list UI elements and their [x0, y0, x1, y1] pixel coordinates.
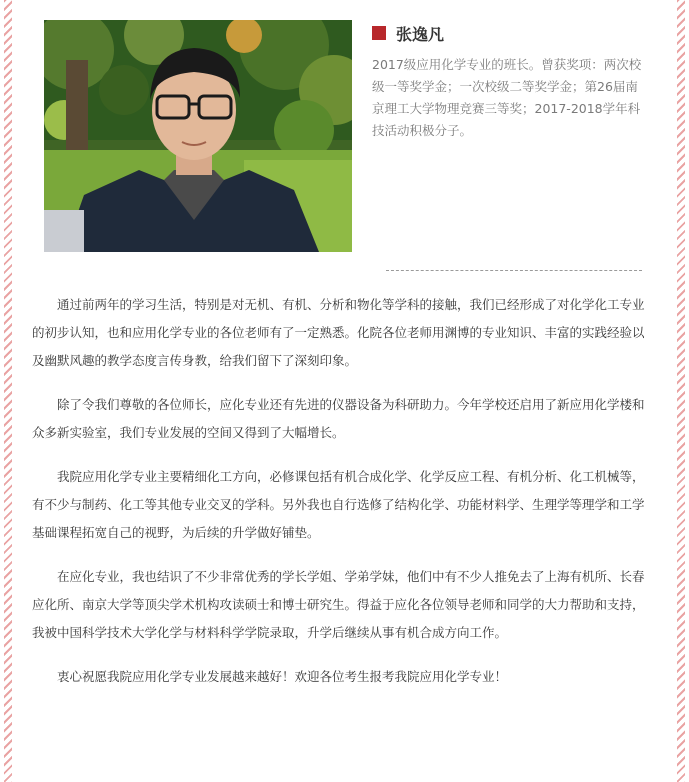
dashed-divider: [386, 270, 642, 271]
article-body: [32, 291, 652, 707]
decorative-border-left: [4, 0, 12, 782]
person-bio: 2017级应用化学专业的班长。曾获奖项：两次校级一等奖学金；一次校级二等奖学金；第26届南京理工大学物理竞赛三等奖；2017-2018学年科技活动积极分子。: [372, 57, 642, 138]
article-paragraph: 除了令我们尊敬的各位师长，应化专业还有先进的仪器设备为科研助力。今年学校还启用了新应用化学楼和众多新实验室，我们专业发展的空间又得到了大幅增长。: [32, 397, 645, 440]
portrait-photo: [44, 20, 352, 252]
portrait-illustration: [44, 20, 352, 252]
article-paragraph: 我院应用化学专业主要精细化工方向，必修课包括有机合成化学、化学反应工程、有机分析、化工机械等，有不少与制药、化工等其他专业交叉的学科。另外我也自行选修了结构化学、功能材料学、生理学等理学和工学基础课程拓宽自己的视野，为后续的升学做好铺垫。: [32, 469, 645, 540]
name-row: [372, 20, 642, 46]
article-paragraph: 通过前两年的学习生活，特别是对无机、有机、分析和物化等学科的接触，我们已经形成了对化学化工专业的初步认知，也和应用化学专业的各位老师有了一定熟悉。化院各位老师用渊博的专业知识、丰富的实践经验以及幽默风趣的教学态度言传身教，给我们留下了深刻印象。: [32, 297, 645, 368]
decorative-border-right: [677, 0, 685, 782]
article-paragraph: 在应化专业，我也结识了不少非常优秀的学长学姐、学弟学妹，他们中有不少人推免去了上海有机所、长春应化所、南京大学等顶尖学术机构攻读硕士和博士研究生。得益于应化各位领导老师和同学的大力帮助和支持，我被中国科学技术大学化学与材料科学学院录取，升学后继续从事有机合成方向工作。: [32, 569, 645, 640]
profile-card: [372, 20, 642, 142]
article-paragraph: 衷心祝愿我院应用化学专业发展越来越好！欢迎各位考生报考我院应用化学专业！: [57, 669, 508, 684]
person-name: 张逸凡: [396, 24, 445, 44]
square-bullet-icon: [372, 26, 386, 40]
